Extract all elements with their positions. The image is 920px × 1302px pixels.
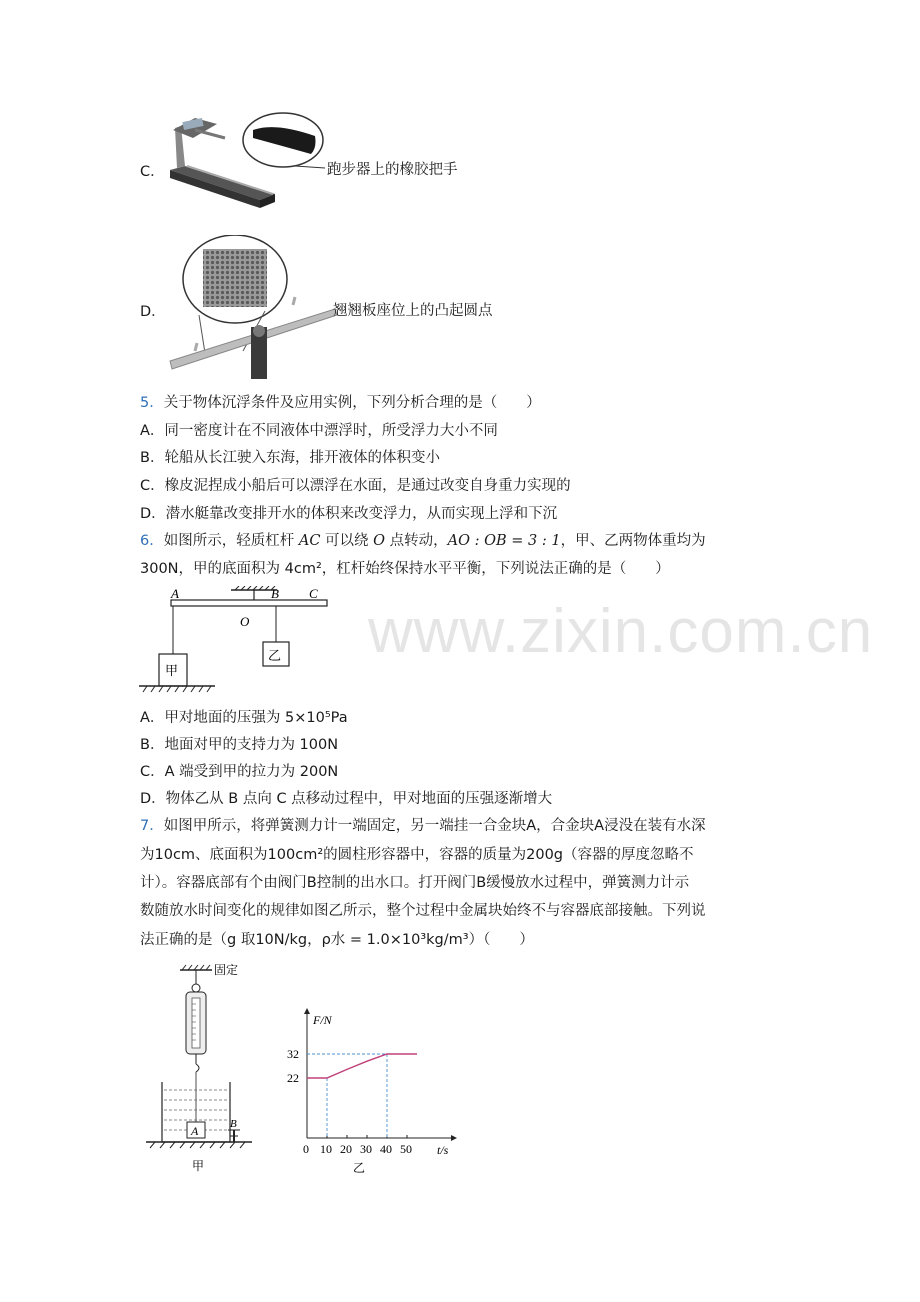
x-tick-label: 40 [380, 1142, 392, 1156]
label-jia: 甲 [165, 663, 179, 678]
option-c-letter: C． [140, 164, 165, 180]
q5-option-b: B．轮船从长江驶入东海，排开液体的体积变小 [140, 450, 440, 466]
q6-ratio: AO : OB = 3 : 1 [447, 533, 561, 549]
label-fig-yi: 乙 [353, 1161, 366, 1175]
label-fixed: 固定 [214, 963, 239, 977]
q7-stem-line2: 为10cm、底面积为100cm²的圆柱形容器中，容器的质量为200g（容器的厚度忽略不 [140, 847, 694, 863]
q6-text: ，甲、乙两物体重均为 [560, 533, 706, 549]
q6-stem-line2: 300N，甲的底面积为 4cm²，杠杆始终保持水平平衡，下列说法正确的是（ ） [140, 561, 670, 577]
q7-number: 7． [140, 818, 164, 834]
q6-text: 可以绕 [325, 533, 369, 549]
q5-stem-text: 关于物体沉浮条件及应用实例，下列分析合理的是（ ） [163, 395, 541, 411]
label-a: A [171, 586, 179, 601]
force-time-graph [285, 1008, 465, 1178]
q7-stem-line5: 法正确的是（g 取10N/kg，ρ水 = 1.0×10³kg/m³）（ ） [140, 932, 534, 948]
q6-option-a: A．甲对地面的压强为 5×10⁵Pa [140, 710, 348, 726]
y-axis-label: F/N [313, 1013, 332, 1027]
q6-option-b: B．地面对甲的支持力为 100N [140, 737, 339, 753]
lever-diagram [135, 586, 335, 696]
option-c-caption: 跑步器上的橡胶把手 [327, 162, 458, 178]
force-curve [307, 1054, 417, 1078]
q6-pivot-name: O [373, 533, 386, 549]
x-tick-label: 30 [360, 1142, 372, 1156]
watermark: www.zixin.com.cn [368, 597, 874, 666]
q7-stem-line4: 数随放水时间变化的规律如图乙所示，整个过程中金属块始终不与容器底部接触。下列说 [140, 903, 706, 919]
treadmill-image [165, 108, 325, 224]
y-tick-label: 22 [287, 1071, 299, 1085]
q6-lever-name: AC [298, 533, 321, 549]
q5-stem [140, 393, 541, 413]
label-fig-jia: 甲 [192, 1159, 205, 1173]
x-tick-label: 20 [340, 1142, 352, 1156]
option-d-caption: 翘翘板座位上的凸起圆点 [333, 303, 493, 319]
q7-stem-line3: 计）。容器底部有个由阀门B控制的出水口。打开阀门B缓慢放水过程中，弹簧测力计示 [140, 875, 690, 891]
x-tick-label: 10 [320, 1142, 332, 1156]
x-tick-label: 0 [303, 1142, 309, 1156]
q6-number: 6． [140, 533, 164, 549]
label-yi: 乙 [268, 648, 282, 663]
q5-option-d: D．潜水艇靠改变排开水的体积来改变浮力，从而实现上浮和下沉 [140, 506, 558, 522]
x-tick-label: 50 [400, 1142, 412, 1156]
q5-number: 5． [140, 395, 164, 411]
spring-scale-diagram [140, 960, 270, 1180]
label-c: C [309, 586, 318, 601]
x-axis-label: t/s [437, 1143, 449, 1157]
q7-stem-line1 [140, 816, 706, 836]
q6-stem-line1 [140, 531, 706, 551]
label-block-a: A [191, 1124, 199, 1138]
label-valve-b: B [230, 1118, 237, 1130]
x-axis-arrow [451, 1135, 457, 1141]
seesaw-image [165, 235, 340, 385]
label-b: B [271, 586, 279, 601]
q6-option-d: D．物体乙从 B 点向 C 点移动过程中，甲对地面的压强逐渐增大 [140, 791, 553, 807]
y-tick-label: 32 [287, 1047, 299, 1061]
q7-text: 如图甲所示，将弹簧测力计一端固定，另一端挂一合金块A，合金块A浸没在装有水深 [163, 818, 706, 834]
y-axis-arrow [304, 1008, 310, 1014]
q6-text: 点转动， [389, 533, 448, 549]
label-o: O [240, 614, 250, 629]
option-d-letter: D． [140, 304, 166, 320]
q6-text: 如图所示，轻质杠杆 [163, 533, 295, 549]
q6-option-c: C．A 端受到甲的拉力为 200N [140, 764, 339, 780]
q5-option-c: C．橡皮泥捏成小船后可以漂浮在水面，是通过改变自身重力实现的 [140, 478, 571, 494]
q5-option-a: A．同一密度计在不同液体中漂浮时，所受浮力大小不同 [140, 423, 498, 439]
